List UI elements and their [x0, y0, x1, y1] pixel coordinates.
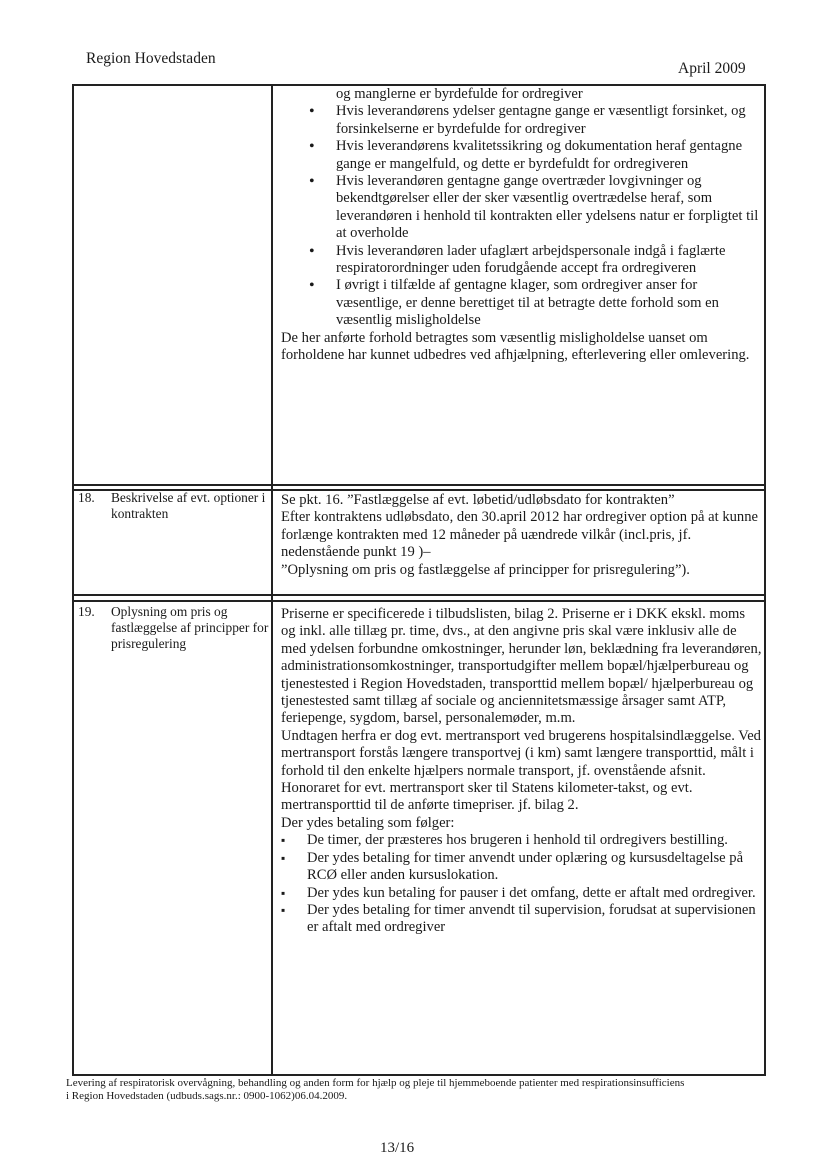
list-item: ▪ Der ydes betaling for timer anvendt til supervision, forudsat at supervisionen er aftalt med ordregiver — [281, 902, 763, 937]
list-item: • Hvis leverandøren lader ufaglært arbejdspersonale indgå i faglærte respiratorordninger uden forudgående accept fra ordregiveren — [281, 243, 763, 278]
row-divider-18-19-b — [72, 600, 766, 602]
row18-line: Se pkt. 16. ”Fastlæggelse af evt. løbetid/udløbsdato for kontrakten” — [281, 492, 675, 508]
continuation-first-line: og manglerne er byrdefulde for ordregiver — [336, 86, 583, 102]
row19-label: Oplysning om pris og fastlæggelse af principper for prisregulering — [111, 604, 269, 651]
row-divider-18-19 — [72, 594, 766, 596]
header-date: April 2009 — [678, 60, 746, 77]
table-right-border — [764, 84, 766, 1076]
row18-line: ”Oplysning om pris og fastlæggelse af principper for prisregulering”). — [281, 561, 690, 578]
row-divider-17-18 — [72, 484, 766, 486]
list-item: • Hvis leverandørens ydelser gentagne gange er væsentligt forsinket, og forsinkelserne er byrdefulde for ordregiver — [281, 103, 763, 138]
column-divider — [271, 84, 273, 1076]
list-item: ▪ Der ydes kun betaling for pauser i det omfang, dette er aftalt med ordregiver. — [281, 885, 763, 902]
list-item: ▪ De timer, der præsteres hos brugeren i henhold til ordregivers bestilling. — [281, 832, 763, 849]
row18-label: Beskrivelse af evt. optioner i kontrakten — [111, 490, 266, 521]
row19-content — [281, 606, 763, 937]
row19-paragraph-2: Undtagen herfra er dog evt. mertransport ved brugerens hospitalsindlæggelse. Ved mertransport forstås længere transportvej (i km) samt længere transporttid, målt i forhold til den enkelte hjælpers normale transport, jf. ovenstående afsnit. Honoraret for evt. mertransport sker til Statens kilometer-takst, og evt. mertransporttid til de anførte timepriser. jf. bilag 2. — [281, 727, 761, 814]
page-number: 13/16 — [380, 1140, 415, 1156]
table-bottom-border — [72, 1074, 766, 1076]
list-item: • Hvis leverandørens kvalitetssikring og dokumentation heraf gentagne gange er mangelfuld, og dette er byrdefuldt for ordregiveren — [281, 138, 763, 173]
row18-number: 18. — [78, 490, 95, 505]
row19-number: 19. — [78, 604, 95, 619]
row17-content — [281, 86, 763, 365]
list-item: • Hvis leverandøren gentagne gange overtræder lovgivninger og bekendtgørelser eller der sker væsentlig overtrædelse heraf, som leverandøren i henhold til kontrakten eller ydelsens natur er forpligtet til at overholde — [281, 173, 763, 243]
misligholdelse-bullets — [281, 103, 763, 329]
payment-intro: Der ydes betaling som følger: — [281, 814, 455, 831]
table-left-border — [72, 84, 74, 1076]
row19-paragraph-1: Priserne er specificerede i tilbudslisten, bilag 2. Priserne er i DKK ekskl. moms og inkl. alle tillæg pr. time, dvs., at den angivne pris skal være inklusiv alle de med ydelsen forbundne omkostninger, herunder løn, beklædning fra leverandøren, administrationsomkostninger, transportudgifter mellem bopæl/hjælperbureau og tjenestested i Region Hovedstaden, transporttid mellem bopæl/ hjælperbureau og tjenestested samt tillæg af sociale og anciennitetsmæssige årsager samt ATP, feriepenge, sygdom, barsel, personalemøder, m.m. — [281, 606, 762, 727]
list-item: • I øvrigt i tilfælde af gentagne klager, som ordregiver anser for væsentlige, er denne berettiget til at betragte dette forhold som en væsentlig misligholdelse — [281, 277, 763, 329]
payment-list — [281, 832, 763, 936]
header-organization: Region Hovedstaden — [86, 50, 216, 67]
row18-content — [281, 492, 763, 579]
list-item: ▪ Der ydes betaling for timer anvendt under oplæring og kursusdeltagelse på RCØ eller anden kursuslokation. — [281, 850, 763, 885]
row18-line: Efter kontraktens udløbsdato, den 30.april 2012 har ordregiver option på at kunne forlænge kontrakten med 12 måneder på uændrede vilkår (incl.pris, jf. nedenstående punkt 19 )– — [281, 509, 759, 561]
footer-note: Levering af respiratorisk overvågning, behandling og anden form for hjælp og pleje til hjemmeboende patienter med respirationsinsufficiens i Region Hovedstaden (udbuds.sags.nr.: 0900-1062)06.04.2009. — [66, 1077, 685, 1102]
continuation-closing: De her anførte forhold betragtes som væsentlig misligholdelse uanset om forholdene har kunnet udbedres ved afhjælpning, efterlevering eller omlevering. — [281, 329, 750, 364]
